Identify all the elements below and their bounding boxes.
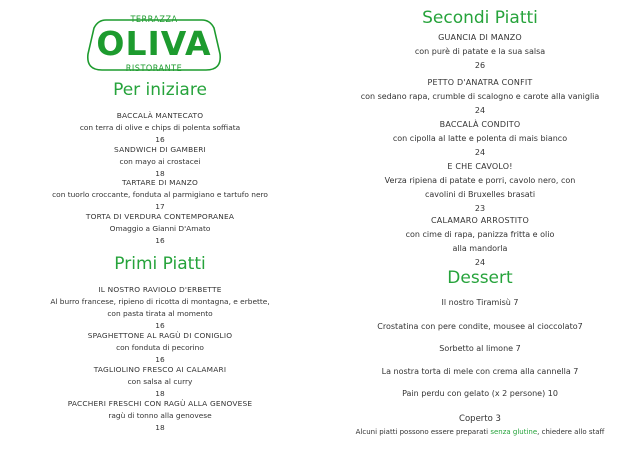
item-price: 16 xyxy=(155,135,165,144)
primi-item xyxy=(0,398,320,434)
dessert-item: Sorbetto al limone 7 xyxy=(439,344,521,353)
footer-note xyxy=(320,426,640,438)
item-desc: con mayo ai crostacei xyxy=(119,157,201,166)
logo xyxy=(86,14,222,76)
item-desc: Omaggio a Gianni D'Amato xyxy=(109,224,211,233)
dessert-item: Crostatina con pere condite, mousee al cioccolato7 xyxy=(377,322,583,331)
item-desc: con tuorlo croccante, fonduta al parmigiano e tartufo nero xyxy=(52,190,268,199)
item-desc: con cipolla al latte e polenta di mais bianco xyxy=(392,134,568,143)
item-desc: Verza ripiena di patate e porri, cavolo nero, con xyxy=(384,176,576,185)
item-desc: alla mandorla xyxy=(452,244,508,253)
logo-main-text: OLIVA xyxy=(96,24,212,63)
per-iniziare-title: Per iniziare xyxy=(113,80,207,100)
starter-item xyxy=(0,110,320,146)
gluten-free-text: senza glutine xyxy=(490,428,538,436)
item-name: SANDWICH DI GAMBERI xyxy=(114,145,206,154)
starter-item xyxy=(0,144,320,180)
item-name: PETTO D'ANATRA CONFIT xyxy=(427,78,533,87)
footer-text: Alcuni piatti possono essere preparati xyxy=(355,428,491,436)
item-price: 23 xyxy=(474,204,486,213)
item-desc: con cime di rapa, panizza fritta e olio xyxy=(405,230,555,239)
item-price: 26 xyxy=(474,61,486,70)
dessert-item: Pain perdu con gelato (x 2 persone) 10 xyxy=(402,389,558,398)
starter-item xyxy=(0,211,320,247)
item-desc: con fonduta di pecorino xyxy=(116,343,204,352)
item-price: 16 xyxy=(155,236,165,245)
item-name: IL NOSTRO RAVIOLO D'ERBETTE xyxy=(98,285,222,294)
item-price: 16 xyxy=(155,321,165,330)
item-price: 18 xyxy=(155,389,165,398)
primi-item xyxy=(0,364,320,400)
dessert-title: Dessert xyxy=(447,268,513,288)
secondi-item xyxy=(320,214,640,270)
item-name: CALAMARO ARROSTITO xyxy=(431,216,529,225)
item-name: TORTA DI VERDURA CONTEMPORANEA xyxy=(85,212,235,221)
item-desc: ragù di tonno alla genovese xyxy=(108,411,212,420)
secondi-item xyxy=(320,118,640,160)
item-name: BACCALÀ CONDITO xyxy=(439,120,521,129)
item-price: 24 xyxy=(474,258,486,267)
primi-piatti-title: Primi Piatti xyxy=(114,254,206,274)
item-name: PACCHERI FRESCHI CON RAGÙ ALLA GENOVESE xyxy=(67,399,253,408)
item-price: 17 xyxy=(155,202,165,211)
item-name: SPAGHETTONE AL RAGÙ DI CONIGLIO xyxy=(87,331,233,340)
item-name: E CHE CAVOLO! xyxy=(447,162,513,171)
item-desc: con pasta tirata al momento xyxy=(107,309,213,318)
dessert-item: La nostra torta di mele con crema alla cannella 7 xyxy=(381,367,579,376)
primi-item xyxy=(0,330,320,366)
item-desc: con purè di patate e la sua salsa xyxy=(414,47,546,56)
secondi-item xyxy=(320,160,640,216)
item-price: 18 xyxy=(155,169,165,178)
secondi-item xyxy=(320,31,640,73)
item-price: 16 xyxy=(155,355,165,364)
item-desc: con sedano rapa, crumble di scalogno e carote alla vaniglia xyxy=(360,92,600,101)
item-price: 18 xyxy=(155,423,165,432)
item-desc: con terra di olive e chips di polenta soffiata xyxy=(79,123,241,132)
item-desc: con salsa al curry xyxy=(127,377,193,386)
starter-item xyxy=(0,177,320,213)
item-name: TARTARE DI MANZO xyxy=(121,178,198,187)
secondi-item xyxy=(320,76,640,118)
footer-text: , chiedere allo staff xyxy=(537,428,605,436)
primi-item xyxy=(0,284,320,332)
logo-bottom-text: RISTORANTE xyxy=(125,64,183,74)
item-desc: Al burro francese, ripieno di ricotta di montagna, e erbette, xyxy=(50,297,270,306)
item-desc: cavolini di Bruxelles brasati xyxy=(424,190,536,199)
secondi-piatti-title: Secondi Piatti xyxy=(422,8,538,28)
dessert-item: Il nostro Tiramisù 7 xyxy=(441,298,519,307)
coperto: Coperto 3 xyxy=(459,414,501,424)
item-price: 24 xyxy=(474,106,486,115)
item-name: GUANCIA DI MANZO xyxy=(438,33,522,42)
logo-top-text: TERRAZZA xyxy=(130,15,178,25)
item-name: BACCALÀ MANTECATO xyxy=(116,111,204,120)
right-column xyxy=(320,0,640,453)
item-price: 24 xyxy=(474,148,486,157)
item-name: TAGLIOLINO FRESCO AI CALAMARI xyxy=(93,365,227,374)
